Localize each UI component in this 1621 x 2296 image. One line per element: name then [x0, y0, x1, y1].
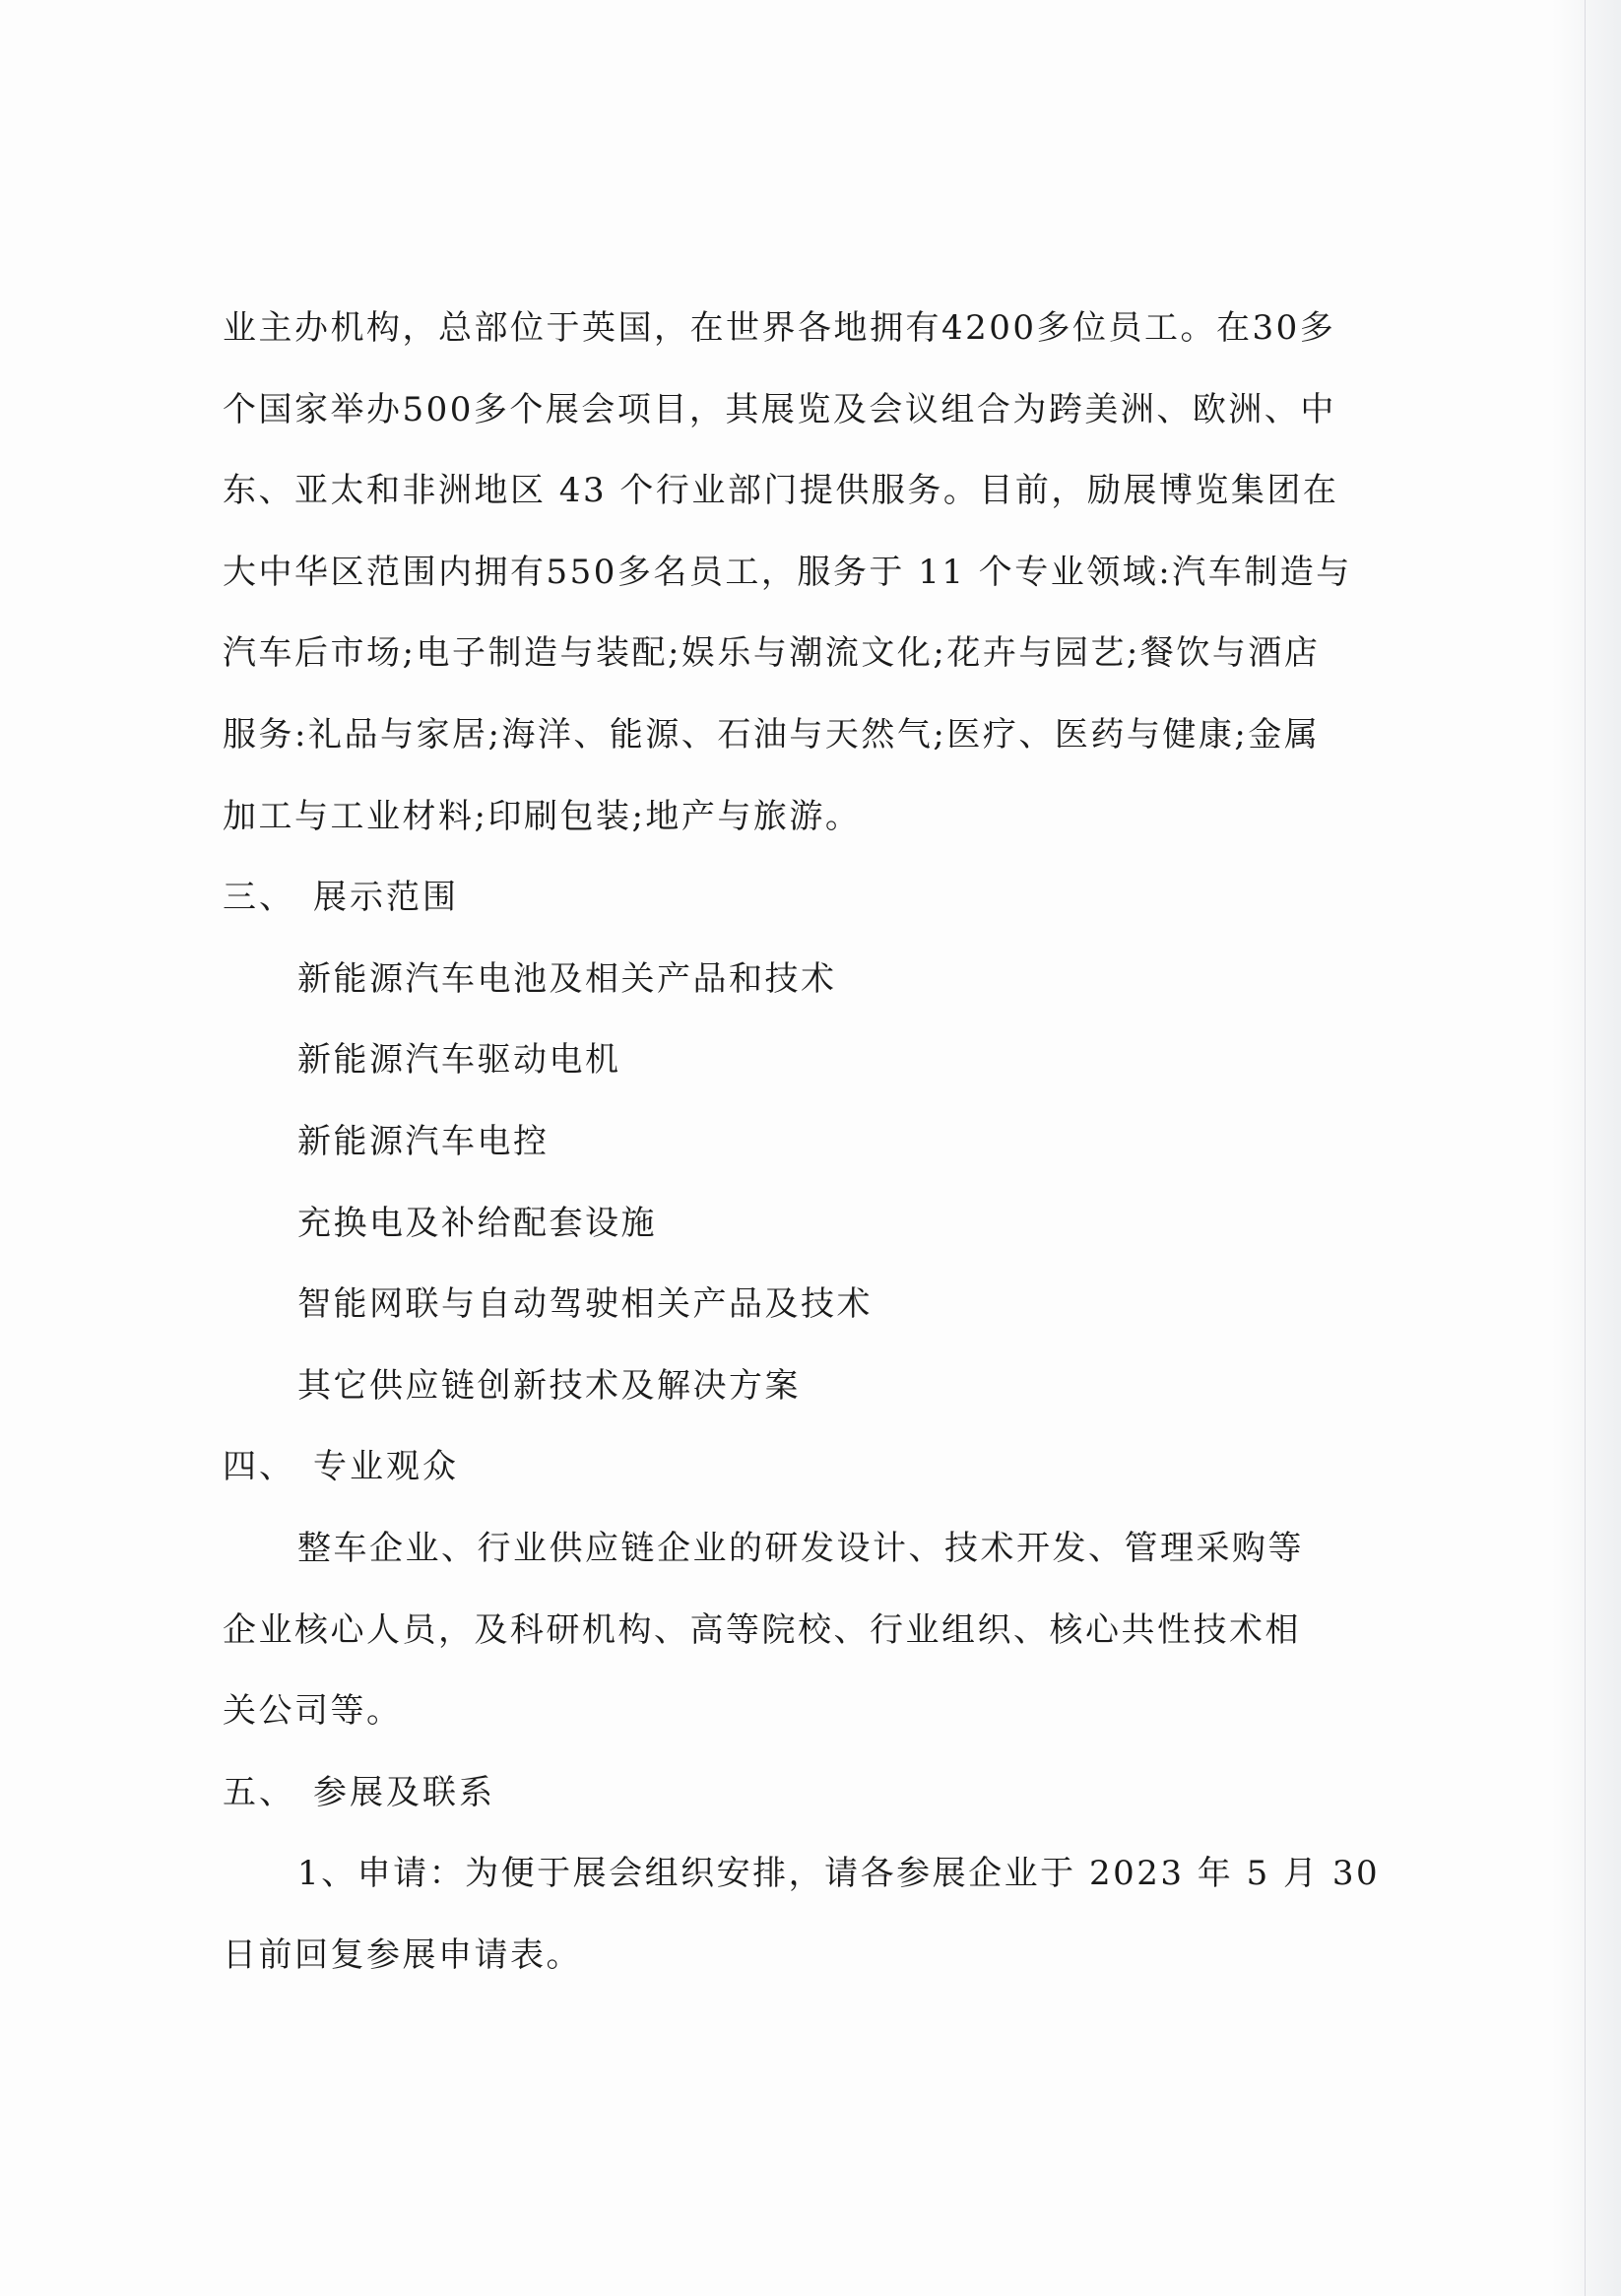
- paragraph-line: 企业核心人员，及科研机构、高等院校、行业组织、核心共性技术相: [223, 1609, 1301, 1650]
- intro-line: 服务:礼品与家居;海洋、能源、石油与天然气;医疗、医药与健康;金属: [223, 714, 1321, 754]
- paragraph-line: 关公司等。: [223, 1691, 403, 1732]
- section-heading-display-scope: [223, 857, 1355, 939]
- section-heading-exhibit-contact: [223, 1752, 1355, 1834]
- section-title: 展示范围: [313, 878, 459, 918]
- section-number: 四、: [223, 1447, 295, 1487]
- intro-line: 大中华区范围内拥有550多名员工，服务于 11 个专业领域:汽车制造与: [223, 552, 1352, 592]
- display-scope-list: [223, 939, 1355, 1427]
- intro-paragraph: [223, 288, 1355, 857]
- section-number: 五、: [223, 1772, 295, 1812]
- paragraph-line: 1、申请：为便于展会组织安排，请各参展企业于 2023 年 5 月 30: [297, 1854, 1381, 1894]
- intro-line: 个国家举办500多个展会项目，其展览及会议组合为跨美洲、欧洲、中: [223, 389, 1336, 429]
- section-title: 专业观众: [313, 1447, 459, 1487]
- application-paragraph: [223, 1833, 1381, 1996]
- list-item: 其它供应链创新技术及解决方案: [297, 1365, 801, 1406]
- intro-line: 加工与工业材料;印刷包装;地产与旅游。: [223, 796, 862, 836]
- intro-line: 东、亚太和非洲地区 43 个行业部门提供服务。目前，励展博览集团在: [223, 471, 1339, 511]
- paragraph-line: 整车企业、行业供应链企业的研发设计、技术开发、管理采购等: [297, 1528, 1304, 1568]
- section-title: 参展及联系: [313, 1772, 495, 1812]
- scan-edge-shadow: [1552, 0, 1621, 2296]
- audience-paragraph: [223, 1508, 1355, 1752]
- scan-edge-line: [1585, 0, 1586, 2296]
- list-item: 新能源汽车驱动电机: [297, 1040, 621, 1081]
- section-number: 三、: [223, 878, 295, 918]
- paragraph-line: 日前回复参展申请表。: [223, 1935, 582, 1975]
- document-body: [223, 288, 1381, 1996]
- list-item: 新能源汽车电池及相关产品和技术: [297, 958, 837, 999]
- section-heading-professional-audience: [223, 1426, 1355, 1508]
- list-item: 新能源汽车电控: [297, 1121, 550, 1161]
- intro-line: 汽车后市场;电子制造与装配;娱乐与潮流文化;花卉与园艺;餐饮与酒店: [223, 633, 1321, 674]
- list-item: 智能网联与自动驾驶相关产品及技术: [297, 1284, 873, 1325]
- intro-line: 业主办机构，总部位于英国，在世界各地拥有4200多位员工。在30多: [223, 308, 1336, 348]
- list-item: 充换电及补给配套设施: [297, 1203, 657, 1243]
